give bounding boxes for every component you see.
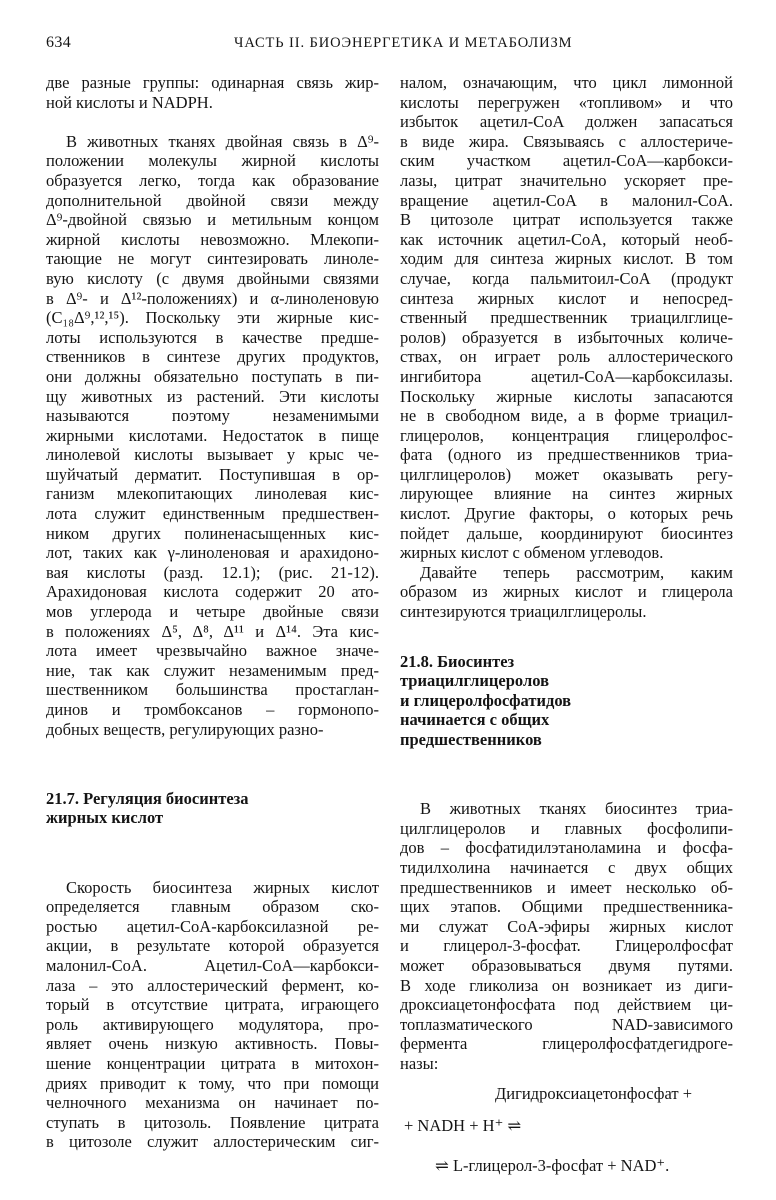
text-line: вращение ацетил-CoA в малонил-CoA. xyxy=(400,190,733,210)
paragraph-regulation xyxy=(46,878,379,1152)
text-line: глицеролов, концентрация глицеролфос- xyxy=(400,425,733,445)
paragraph-essential-fatty-acids xyxy=(46,132,379,739)
text-line: Поскольку жирные кислоты запасаются xyxy=(400,386,733,406)
text-line: тающие не могут синтезировать линоле- xyxy=(46,249,379,269)
text-line: вая кислоты (разд. 12.1); (рис. 21-12). xyxy=(46,562,379,582)
text-line: Давайте теперь рассмотрим, каким xyxy=(420,562,733,582)
right-column xyxy=(400,73,733,1178)
heading-line: и глицеролфосфатидов xyxy=(400,690,572,710)
text-line: в Δ⁹- и Δ¹²-положениях) и α-линоленовую xyxy=(46,288,379,308)
text-line: лоты используются в качестве предше- xyxy=(46,327,379,347)
text-line: пойдет дальше, координируют биосинтез xyxy=(400,523,733,543)
text-line: дроксиацетонфосфата под действием ци- xyxy=(400,995,733,1015)
text-line: Арахидоновая кислота содержит 20 ато- xyxy=(46,582,379,602)
heading-line: 21.8. Биосинтез xyxy=(400,651,515,671)
text-line: предшественников и имеет несколько об- xyxy=(400,877,733,897)
text-line: ственный предшественник триацилглице- xyxy=(400,308,733,328)
text-line: ником других полиненасыщенных кис- xyxy=(46,523,379,543)
text-line: щу животных из растений. Эти кислоты xyxy=(46,386,379,406)
text-line: они должны обязательно поступать в пи- xyxy=(46,366,379,386)
text-line: ростью ацетил-CoA-карбоксилазной ре- xyxy=(46,916,379,936)
text-line: ние, так как служит незаменимым пред- xyxy=(46,660,379,680)
text-line: (C₁₈Δ⁹,¹²,¹⁵). Поскольку эти жирные кис- xyxy=(46,308,379,328)
text-line: В ходе гликолиза он возникает из диги- xyxy=(400,975,733,995)
text-line: роль активирующего модулятора, про- xyxy=(46,1014,379,1034)
text-line: жирных кислот с обменом углеводов. xyxy=(400,543,664,563)
text-line: ским участком ацетил-CoA—карбокси- xyxy=(400,151,733,171)
text-line: лота служит единственным предшествен- xyxy=(46,504,379,524)
text-line: шественником большинства простаглан- xyxy=(46,680,379,700)
text-line: акции, в результате которой образуется xyxy=(46,936,379,956)
text-line: ходим для синтеза жирных кислот. В том xyxy=(400,249,733,269)
text-line: две разные группы: одинарная связь жир- xyxy=(46,73,379,92)
left-column xyxy=(46,73,379,1152)
text-line: ступать в цитозоль. Появление цитрата xyxy=(46,1112,379,1132)
text-line: ственников в синтезе других продуктов, xyxy=(46,347,379,367)
text-line: в виде жира. Связываясь с аллостериче- xyxy=(400,131,733,151)
text-line: тидилхолина начинается с двух общих xyxy=(400,857,733,877)
heading-line: жирных кислот xyxy=(46,808,164,828)
text-line: в положениях Δ⁵, Δ⁸, Δ¹¹ и Δ¹⁴. Эта кис- xyxy=(46,621,379,641)
text-line: называются поэтому незаменимыми xyxy=(46,406,379,426)
text-line: щих этапов. Общими предшественника- xyxy=(400,897,733,917)
reaction-equation xyxy=(400,1082,733,1178)
text-line: синтезируются триацилглицеролы. xyxy=(400,602,647,622)
text-line: шуйчатый дерматит. Поступившая в ор- xyxy=(46,464,379,484)
text-line: образуется легко, тогда как образование xyxy=(46,170,379,190)
text-line: налом, означающим, что цикл лимонной xyxy=(400,73,733,92)
text-line: назы: xyxy=(400,1053,439,1073)
text-line: как источник ацетил-CoA, который необ- xyxy=(400,229,733,249)
heading-line: триацилглицеролов xyxy=(400,671,549,691)
paragraph-triacylglycerol-biosynthesis xyxy=(400,799,733,1073)
text-line: ми служат CoA-эфиры жирных кислот xyxy=(400,916,733,936)
text-line: кислот. Другие факторы, о которых речь xyxy=(400,504,733,524)
text-line: случае, когда пальмитоил-CoA (продукт xyxy=(400,268,733,288)
paragraph-lets-consider xyxy=(400,563,733,622)
text-line: мов углерода и четыре двойные связи xyxy=(46,602,379,622)
text-line: положении молекулы жирной кислоты xyxy=(46,151,379,171)
text-line: ствах, он играет роль аллостерического xyxy=(400,347,733,367)
text-line: ной кислоты и NADPH. xyxy=(46,92,213,112)
heading-line: предшественников xyxy=(400,730,542,749)
equation-line: Дигидроксиацетонфосфат + xyxy=(495,1083,692,1103)
text-line: цилглицеролов) может оказывать регу- xyxy=(400,464,733,484)
text-line: являет очень низкую активность. Повы- xyxy=(46,1034,379,1054)
text-line: дриях приводит к тому, что при помощи xyxy=(46,1073,379,1093)
text-line: жирной кислоты невозможно. Млекопи- xyxy=(46,229,379,249)
text-line: жирными кислотами. Недостаток в пище xyxy=(46,425,379,445)
section-heading-21-7 xyxy=(46,789,379,828)
text-line: фермента глицеролфосфатдегидроге- xyxy=(400,1034,733,1054)
text-line: цилглицеролов и главных фосфолипи- xyxy=(400,818,733,838)
text-line: лот, таких как γ-линоленовая и арахидоно- xyxy=(46,543,379,563)
text-line: не в свободном виде, а в форме триацил- xyxy=(400,406,733,426)
text-line: динов и тромбоксанов – гормонопо- xyxy=(46,700,379,719)
text-line: и глицерол-3-фосфат. Глицеролфосфат xyxy=(400,936,733,956)
text-line: синтеза жирных кислот и непосред- xyxy=(400,288,733,308)
page-header xyxy=(46,34,736,54)
text-line: вую кислоту (с двумя двойными связями xyxy=(46,268,379,288)
text-line: в цитозоле служит аллостерическим сиг- xyxy=(46,1132,379,1152)
text-line: образом из жирных кислот и глицерола xyxy=(400,582,733,602)
text-line: Δ⁹-двойной связью и метильным концом xyxy=(46,210,379,230)
text-line: шение концентрации цитрата в митохон- xyxy=(46,1053,379,1073)
text-line: В животных тканях биосинтез триа- xyxy=(420,799,733,819)
text-line: ролов) образуется в избыточных количе- xyxy=(400,327,733,347)
text-line: челночного механизма он начинает по- xyxy=(46,1093,379,1113)
text-line: ингибитора ацетил-CoA—карбоксилазы. xyxy=(400,366,733,386)
paragraph-citrate-signal xyxy=(400,73,733,563)
text-line: малонил-CoA. Ацетил-CoA—карбокси- xyxy=(46,955,379,975)
text-line: может образовываться двумя путями. xyxy=(400,955,733,975)
text-line: дов – фосфатидилэтаноламина и фосфа- xyxy=(400,838,733,858)
text-line: Скорость биосинтеза жирных кислот xyxy=(66,877,379,897)
text-line: В цитозоле цитрат используется также xyxy=(400,210,733,230)
text-line: лазы, цитрат значительно ускоряет пре- xyxy=(400,170,733,190)
equation-line: + NADH + H⁺ ⇌ xyxy=(404,1115,522,1135)
section-heading-21-8 xyxy=(400,652,733,750)
text-line: добных веществ, регулирующих разно- xyxy=(46,719,324,739)
heading-line: начинается с общих xyxy=(400,710,550,730)
text-line: лаза – это аллостерический фермент, ко- xyxy=(46,975,379,995)
text-line: кислоты перегружен «топливом» и что xyxy=(400,92,733,112)
text-line: топлазматического NAD-зависимого xyxy=(400,1014,733,1034)
text-line: линолевой кислоты вызывает у крыс че- xyxy=(46,445,379,465)
text-line: фата (одного из предшественников триа- xyxy=(400,445,733,465)
text-line: лирующее влияние на синтез жирных xyxy=(400,484,733,504)
text-line: дополнительной двойной связи между xyxy=(46,190,379,210)
text-line: ганизм млекопитающих линолевая кис- xyxy=(46,484,379,504)
equation-line: ⇌ L-глицерол-3-фосфат + NAD⁺. xyxy=(435,1155,670,1175)
paragraph-continuation xyxy=(46,73,379,112)
text-line: В животных тканях двойная связь в Δ⁹- xyxy=(66,131,379,151)
heading-line: 21.7. Регуляция биосинтеза xyxy=(46,788,249,808)
page-number: 634 xyxy=(46,34,72,51)
text-line: определяется главным образом ско- xyxy=(46,897,379,917)
text-line: торый в отсутствие цитрата, играющего xyxy=(46,995,379,1015)
text-line: лота имеет чрезвычайно важное значе- xyxy=(46,641,379,661)
text-line: избыток ацетил-CoA должен запасаться xyxy=(400,112,733,132)
running-title: ЧАСТЬ II. БИОЭНЕРГЕТИКА И МЕТАБОЛИЗМ xyxy=(234,35,573,51)
